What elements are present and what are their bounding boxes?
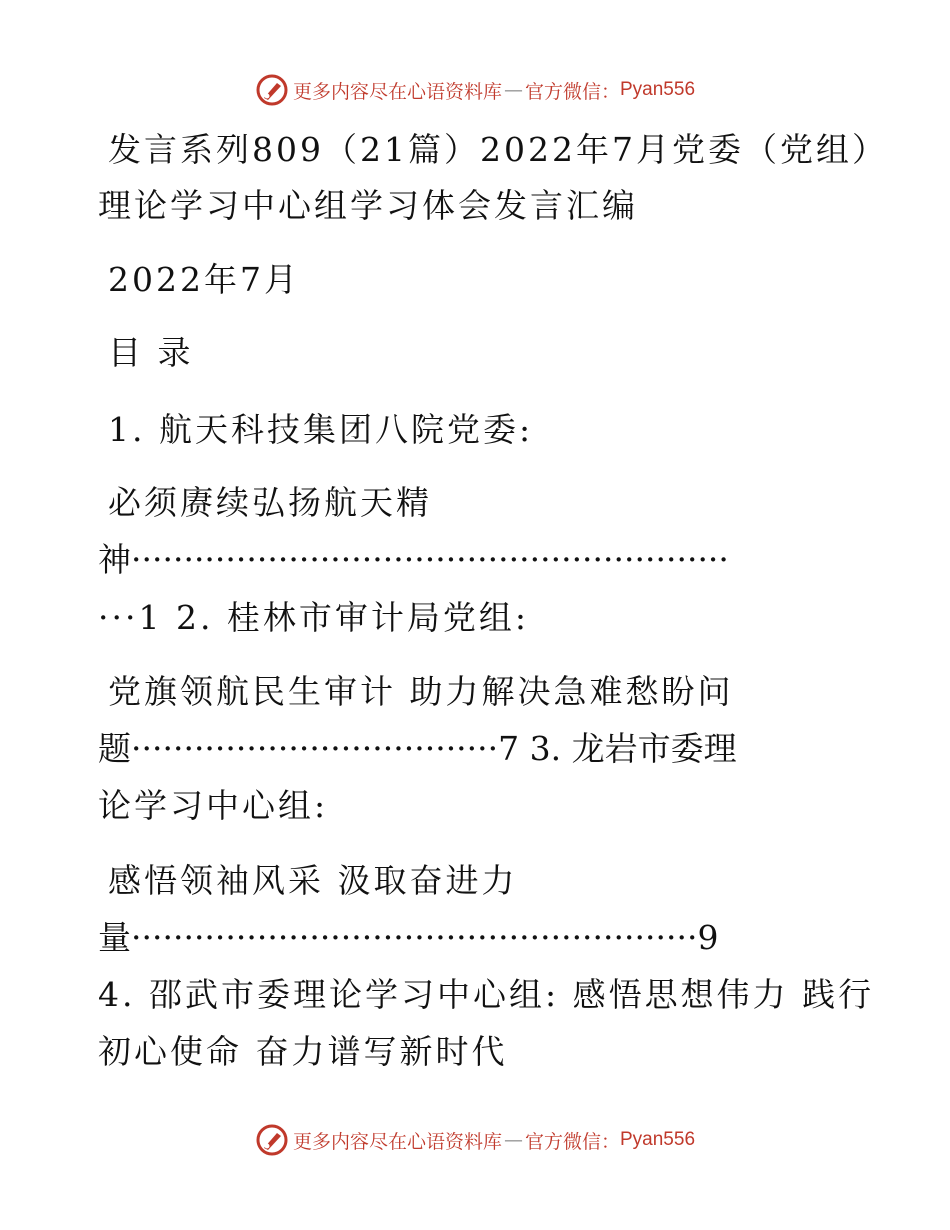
document-date: 2022年7月 xyxy=(108,260,300,299)
toc-entry: 4. 邵武市委理论学习中心组: 感悟思想伟力 践行 xyxy=(98,975,875,1014)
toc-entry: 题···································7 3. 龙岩市委理 xyxy=(98,729,737,768)
watermark-text: 更多内容尽在心语资料库 xyxy=(292,80,502,103)
toc-entry: 神························································· xyxy=(98,540,729,579)
watermark-separator: — xyxy=(503,79,523,101)
pen-logo-icon xyxy=(255,1123,289,1157)
watermark-wechat-label: 官方微信： xyxy=(524,80,620,103)
toc-entry: 必须赓续弘扬航天精 xyxy=(108,483,432,522)
document-title-line-2: 理论学习中心组学习体会发言汇编 xyxy=(98,186,638,225)
toc-entry: 论学习中心组: xyxy=(98,786,329,825)
watermark-text: 更多内容尽在心语资料库 xyxy=(292,1130,502,1153)
toc-entry: ···1 2. 桂林市审计局党组: xyxy=(98,598,530,637)
document-title-line-1: 发言系列809（21篇）2022年7月党委（党组） xyxy=(108,130,888,169)
watermark-banner-bottom xyxy=(0,1120,950,1160)
toc-entry: 党旗领航民生审计 助力解决急难愁盼问 xyxy=(108,672,734,711)
toc-entry: 量······················································9 xyxy=(98,918,719,957)
watermark-separator: — xyxy=(503,1129,523,1151)
watermark-wechat-label: 官方微信： xyxy=(524,1130,620,1153)
toc-heading: 目 录 xyxy=(108,333,194,372)
watermark-wechat-id: Pyan556 xyxy=(620,79,696,100)
watermark-wechat-id: Pyan556 xyxy=(620,1129,696,1150)
toc-entry: 感悟领袖风采 汲取奋进力 xyxy=(108,861,518,900)
toc-entry: 1. 航天科技集团八院党委: xyxy=(108,410,534,449)
toc-entry: 初心使命 奋力谱写新时代 xyxy=(98,1032,508,1071)
